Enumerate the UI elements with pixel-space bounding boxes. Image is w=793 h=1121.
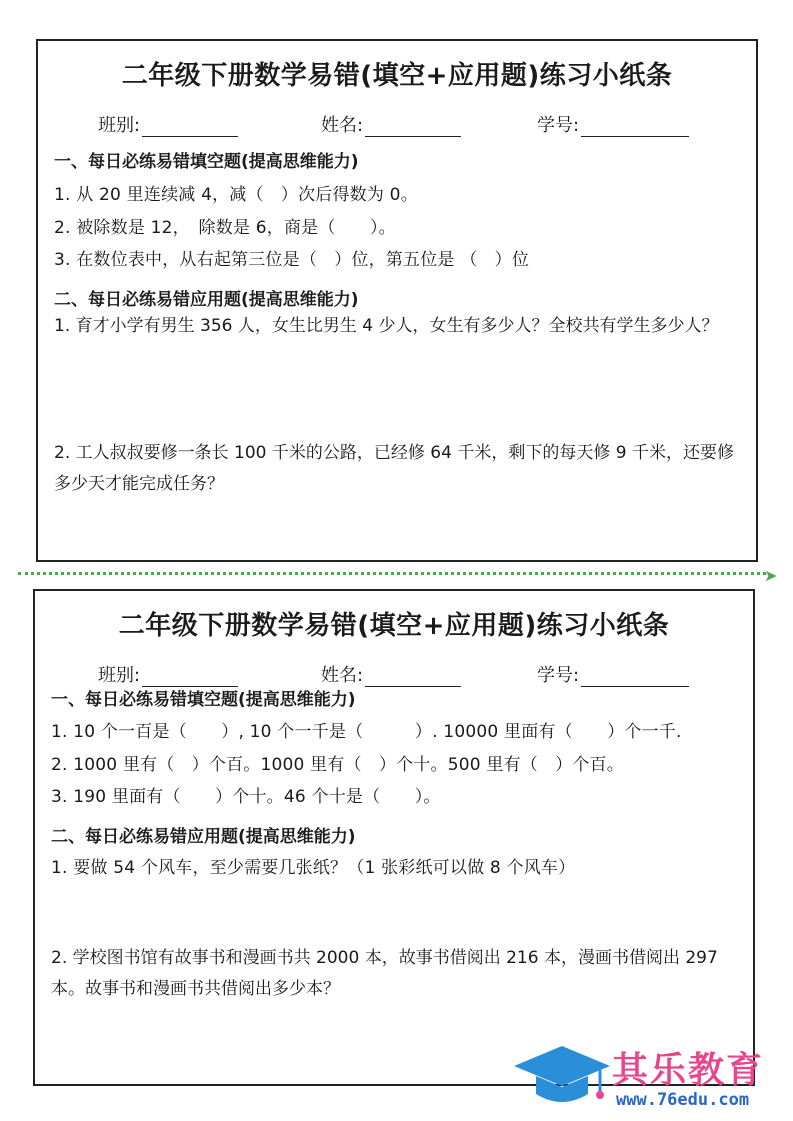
worksheet-title: 二年级下册数学易错(填空+应用题)练习小纸条 xyxy=(121,61,673,91)
apply-question: 1. 要做 54 个风车，至少需要几张纸？（1 张彩纸可以做 8 个风车） xyxy=(51,858,576,878)
class-label: 班别: xyxy=(98,115,141,136)
fill-question: 3. 190 里面有（ ）个十。46 个十是（ ）。 xyxy=(51,787,441,807)
fill-question: 3. 在数位表中，从右起第三位是（ ）位，第五位是 （ ）位 xyxy=(54,250,530,270)
fill-question: 1. 从 20 里连续减 4，减（ ）次后得数为 0。 xyxy=(54,185,418,205)
section-fill-heading: 一、每日必练易错填空题(提高思维能力) xyxy=(54,152,359,172)
name-blank[interactable] xyxy=(365,118,461,137)
section-apply-heading: 二、每日必练易错应用题(提高思维能力) xyxy=(51,827,356,847)
worksheet-card-2 xyxy=(33,589,755,1086)
brand-url: www.76edu.com xyxy=(616,1090,750,1110)
worksheet-card-1 xyxy=(36,39,758,562)
fill-question: 2. 被除数是 12， 除数是 6，商是（ ）。 xyxy=(54,218,396,238)
name-field[interactable] xyxy=(321,111,461,137)
brand-name: 其乐教育 xyxy=(612,1050,765,1091)
student-info-row xyxy=(38,111,756,139)
name-label: 姓名: xyxy=(321,665,364,686)
name-field[interactable] xyxy=(321,661,461,687)
apply-question: 1. 育才小学有男生 356 人，女生比男生 4 少人，女生有多少人？全校共有学生多少人？ xyxy=(54,316,719,336)
fill-question: 2. 1000 里有（ ）个百。1000 里有（ ）个十。500 里有（ ）个百。 xyxy=(51,755,625,775)
apply-question: 2. 工人叔叔要修一条长 100 千米的公路，已经修 64 千米，剩下的每天修 9 千米，还要修多少天才能完成任务？ xyxy=(54,443,734,494)
student-id-field[interactable] xyxy=(537,111,689,137)
class-field[interactable] xyxy=(98,111,238,137)
fill-question: 1. 10 个一百是（ ）, 10 个一千是（ ）. 10000 里面有（ ）个一千. xyxy=(51,722,682,742)
section-apply-heading: 二、每日必练易错应用题(提高思维能力) xyxy=(54,290,359,310)
cut-line-divider xyxy=(18,572,766,575)
class-blank[interactable] xyxy=(142,118,238,137)
graduation-cap-icon xyxy=(512,1040,612,1112)
student-id-label: 学号: xyxy=(537,665,580,686)
section-fill-heading: 一、每日必练易错填空题(提高思维能力) xyxy=(51,690,356,710)
student-id-blank[interactable] xyxy=(581,118,689,137)
student-id-label: 学号: xyxy=(537,115,580,136)
name-label: 姓名: xyxy=(321,115,364,136)
brand-logo xyxy=(512,1040,787,1115)
apply-question: 2. 学校图书馆有故事书和漫画书共 2000 本，故事书借阅出 216 本，漫画书借阅出 297 本。故事书和漫画书共借阅出多少本？ xyxy=(51,948,718,999)
class-label: 班别: xyxy=(98,665,141,686)
arrow-right-icon: ➤ xyxy=(764,566,778,585)
name-blank[interactable] xyxy=(365,668,461,687)
worksheet-title: 二年级下册数学易错(填空+应用题)练习小纸条 xyxy=(118,611,670,641)
student-id-blank[interactable] xyxy=(581,668,689,687)
student-id-field[interactable] xyxy=(537,661,689,687)
class-field[interactable] xyxy=(98,661,238,687)
